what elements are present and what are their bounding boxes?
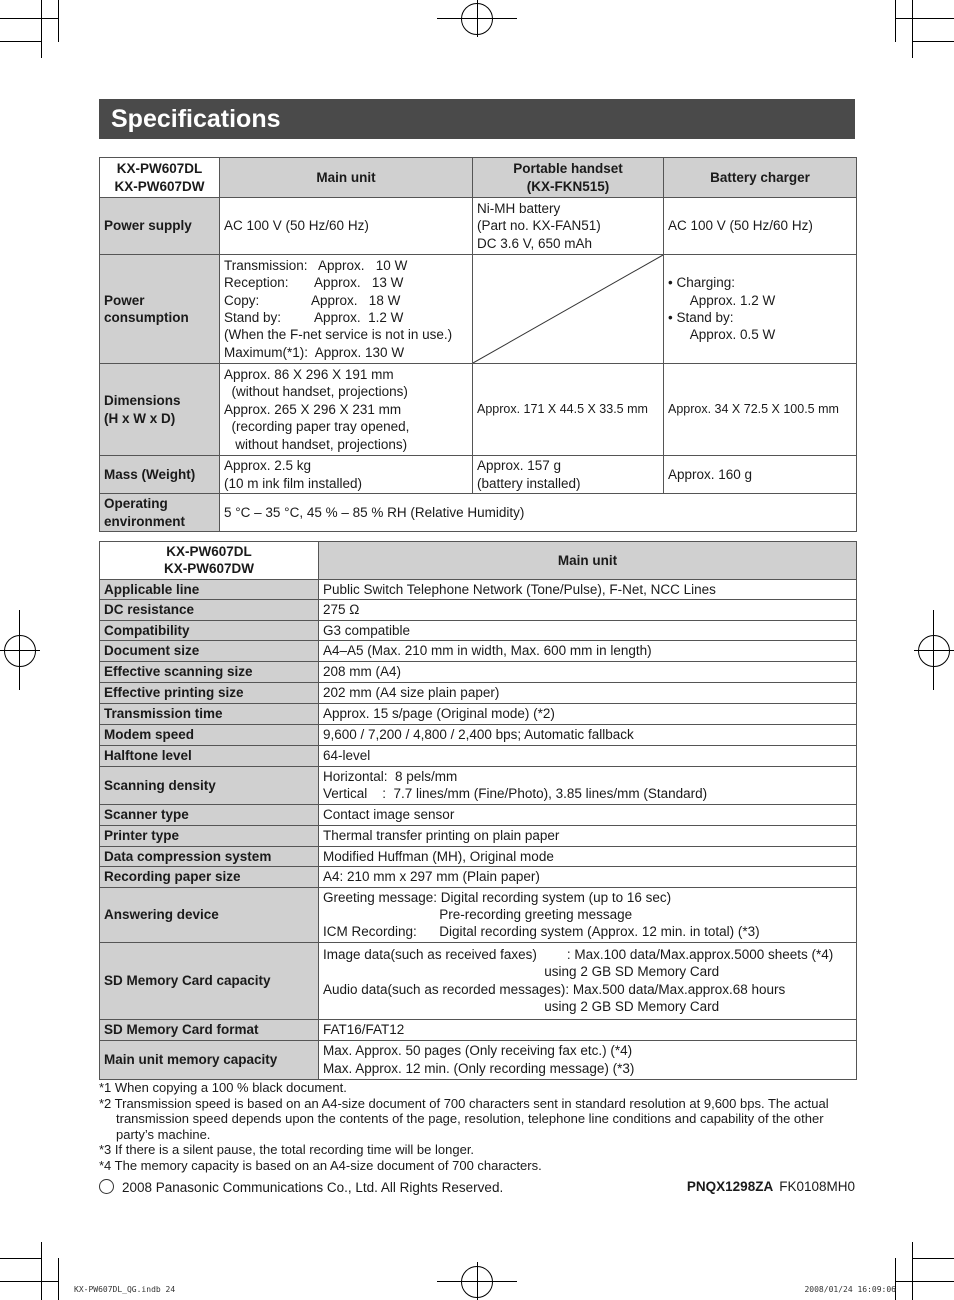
doc-sub-code: FK0108MH0 — [779, 1179, 855, 1194]
crop-mark — [896, 18, 954, 19]
crop-mark — [19, 610, 20, 690]
row-label: Transmission time — [100, 704, 319, 725]
diagonal-line-icon — [473, 255, 663, 363]
cell-value: 64-level — [319, 746, 857, 767]
crop-mark — [896, 1281, 954, 1282]
crop-mark — [912, 1258, 954, 1259]
crop-mark — [477, 1262, 478, 1300]
cell-value: A4: 210 mm x 297 mm (Plain paper) — [319, 867, 857, 887]
crop-mark — [0, 650, 40, 651]
row-label: Printer type — [100, 825, 319, 846]
cell-value: 202 mm (A4 size plain paper) — [319, 683, 857, 704]
registration-mark-icon — [4, 635, 36, 667]
crop-mark — [0, 18, 58, 19]
footnotes — [99, 1080, 859, 1173]
row-label: SD Memory Card capacity — [100, 942, 319, 1019]
title-bar — [99, 99, 855, 139]
crop-mark — [933, 610, 934, 690]
row-label: SD Memory Card format — [100, 1019, 319, 1040]
crop-mark — [0, 41, 42, 42]
copyright-text: 2008 Panasonic Communications Co., Ltd. All Rights Reserved. — [122, 1180, 504, 1195]
crop-mark — [477, 0, 478, 37]
print-slug-left: KX-PW607DL_QG.indb 24 — [74, 1285, 176, 1294]
cell-value: A4–A5 (Max. 210 mm in width, Max. 600 mm in length) — [319, 641, 857, 662]
cell-value: G3 compatible — [319, 620, 857, 640]
row-label: Modem speed — [100, 725, 319, 746]
cell-value: Contact image sensor — [319, 804, 857, 825]
registration-mark-icon — [918, 635, 950, 667]
charger-header: Battery charger — [664, 158, 857, 198]
spec-table-features — [99, 541, 857, 1080]
row-label: Main unit memory capacity — [100, 1040, 319, 1079]
row-label: Compatibility — [100, 620, 319, 640]
not-applicable-cell — [473, 255, 664, 364]
cell-value: Ni-MH battery (Part no. KX-FAN51) DC 3.6 V, 650 mAh — [473, 198, 664, 255]
print-slug-right: 2008/01/24 16:09:06 — [804, 1285, 896, 1294]
cell-value: Approx. 171 X 44.5 X 33.5 mm — [473, 364, 664, 456]
cell-value: Approx. 15 s/page (Original mode) (*2) — [319, 704, 857, 725]
cell-value: Image data(such as received faxes) : Max.100 data/Max.approx.5000 sheets (*4) using 2 GB SD Memory Card Audio data(such as recorded messages): Max.500 data/Max.approx.68 hours using 2 GB SD Memory Card — [319, 942, 857, 1019]
footnote: *2 Transmission speed is based on an A4-size document of 700 characters sent in standard resolution at 9,600 bps. The actual transmission speed depends upon the contents of the page, resolution, telephone line conditions and capability of the other party’s machine. — [99, 1095, 829, 1142]
row-label: Data compression system — [100, 846, 319, 866]
cell-value: Approx. 157 g (battery installed) — [473, 456, 664, 494]
copyright-notice — [99, 1179, 503, 1195]
footnote: *1 When copying a 100 % black document. — [99, 1080, 347, 1095]
row-label: Recording paper size — [100, 867, 319, 887]
footnote: *3 If there is a silent pause, the total recording time will be longer. — [99, 1142, 475, 1157]
row-label: Operating environment — [100, 494, 220, 532]
cell-value: Greeting message: Digital recording system (up to 16 sec) Pre-recording greeting message ICM Recording: Digital recording system (Approx. 12 min. in total) (*3) — [319, 887, 857, 942]
row-label: Mass (Weight) — [100, 456, 220, 494]
cell-value: Approx. 160 g — [664, 456, 857, 494]
row-label: Document size — [100, 641, 319, 662]
row-label: Effective printing size — [100, 683, 319, 704]
cell-value: 208 mm (A4) — [319, 662, 857, 683]
crop-mark — [912, 0, 913, 58]
cell-value: Approx. 34 X 72.5 X 100.5 mm — [664, 364, 857, 456]
row-label: Applicable line — [100, 579, 319, 599]
crop-mark — [58, 0, 59, 42]
crop-mark — [41, 0, 42, 58]
crop-mark — [895, 0, 896, 42]
row-label: Effective scanning size — [100, 662, 319, 683]
cell-value: Public Switch Telephone Network (Tone/Pulse), F-Net, NCC Lines — [319, 579, 857, 599]
row-label: Power supply — [100, 198, 220, 255]
cell-value: Approx. 2.5 kg (10 m ink film installed) — [220, 456, 473, 494]
row-label: Halftone level — [100, 746, 319, 767]
cell-value: Max. Approx. 50 pages (Only receiving fax etc.) (*4) Max. Approx. 12 min. (Only recording message) (*3) — [319, 1040, 857, 1079]
row-label: Dimensions (H x W x D) — [100, 364, 220, 456]
copyright-icon — [99, 1179, 114, 1194]
cell-value: Thermal transfer printing on plain paper — [319, 825, 857, 846]
row-label: Power consumption — [100, 255, 220, 364]
cell-value: AC 100 V (50 Hz/60 Hz) — [664, 198, 857, 255]
cell-value: • Charging: Approx. 1.2 W • Stand by: Approx. 0.5 W — [664, 255, 857, 364]
row-label: Scanning density — [100, 767, 319, 805]
crop-mark — [912, 41, 954, 42]
doc-code: PNQX1298ZA — [686, 1179, 774, 1194]
cell-value: FAT16/FAT12 — [319, 1019, 857, 1040]
cell-value: Modified Huffman (MH), Original mode — [319, 846, 857, 866]
crop-mark — [914, 650, 954, 651]
cell-value: Horizontal: 8 pels/mm Vertical : 7.7 lines/mm (Fine/Photo), 3.85 lines/mm (Standard) — [319, 767, 857, 805]
handset-header: Portable handset (KX-FKN515) — [473, 158, 664, 198]
crop-mark — [0, 1258, 42, 1259]
crop-mark — [41, 1242, 42, 1300]
row-label: Scanner type — [100, 804, 319, 825]
cell-value: 275 Ω — [319, 600, 857, 620]
crop-mark — [58, 1258, 59, 1300]
spec-table-physical — [99, 157, 857, 532]
main-unit-header: Main unit — [319, 542, 857, 580]
page-title: Specifications — [111, 105, 281, 133]
document-code — [687, 1179, 855, 1194]
crop-mark — [0, 1281, 58, 1282]
cell-value: AC 100 V (50 Hz/60 Hz) — [220, 198, 473, 255]
model-header: KX-PW607DL KX-PW607DW — [100, 158, 220, 198]
cell-value: 9,600 / 7,200 / 4,800 / 2,400 bps; Automatic fallback — [319, 725, 857, 746]
row-label: Answering device — [100, 887, 319, 942]
main-unit-header: Main unit — [220, 158, 473, 198]
cell-value: 5 °C – 35 °C, 45 % – 85 % RH (Relative Humidity) — [220, 494, 857, 532]
crop-mark — [912, 1242, 913, 1300]
cell-value: Transmission: Approx. 10 W Reception: Approx. 13 W Copy: Approx. 18 W Stand by: Approx. 1.2 W (When the F-net service is not in use.) Maximum(*1): Approx. 130 W — [220, 255, 473, 364]
cell-value: Approx. 86 X 296 X 191 mm (without handset, projections) Approx. 265 X 296 X 231 mm (recording paper tray opened, without handset, projections) — [220, 364, 473, 456]
footnote: *4 The memory capacity is based on an A4-size document of 700 characters. — [99, 1157, 542, 1173]
row-label: DC resistance — [100, 600, 319, 620]
model-header: KX-PW607DL KX-PW607DW — [100, 542, 319, 580]
